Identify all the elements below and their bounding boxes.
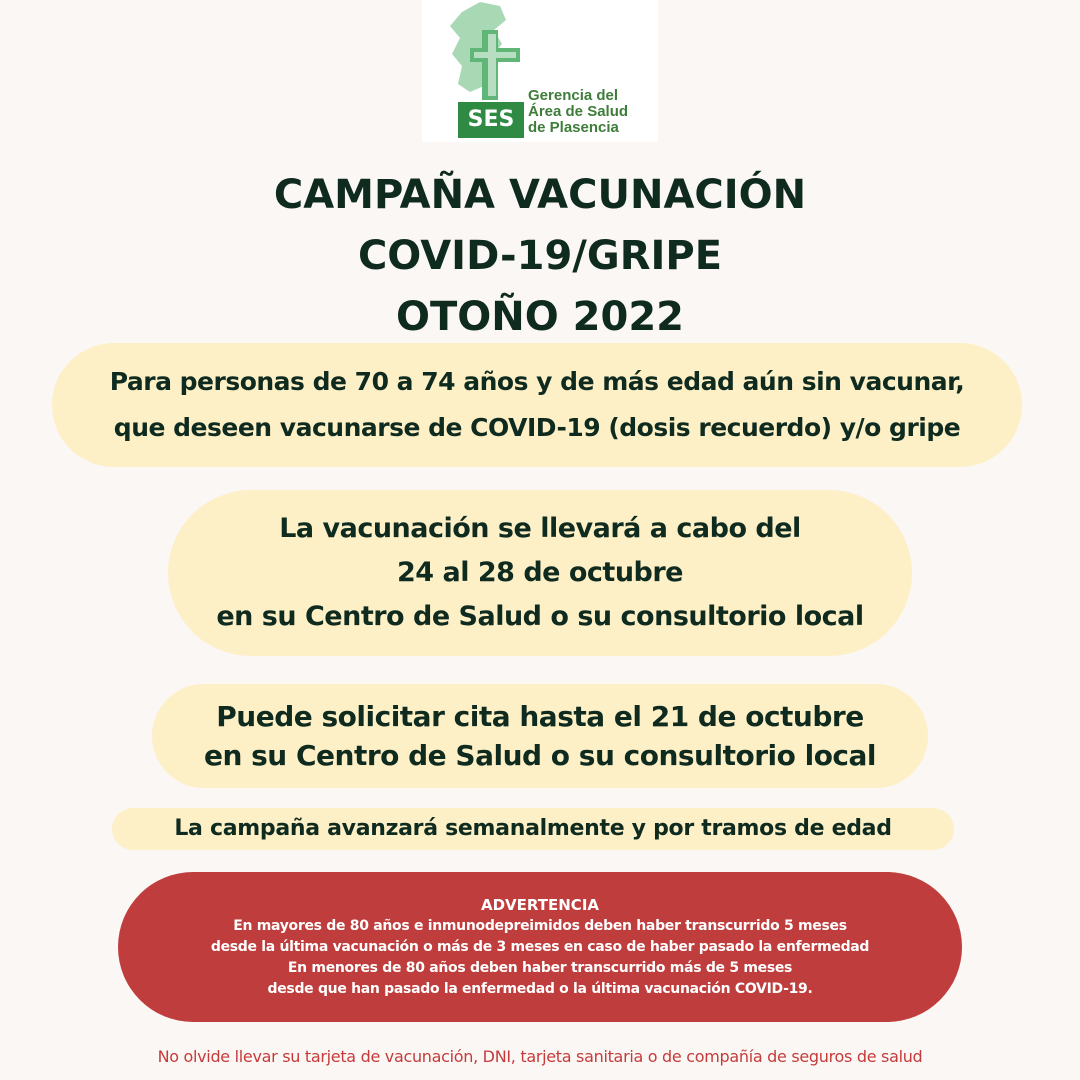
- logo-text: [528, 88, 628, 136]
- ses-logo: [422, 0, 658, 142]
- logo-line-2: Área de Salud: [528, 103, 629, 120]
- target-line-1: Para personas de 70 a 74 años y de más edad aún sin vacunar,: [109, 367, 965, 396]
- dates-line-3: en su Centro de Salud o su consultorio local: [216, 601, 864, 632]
- progress-text: La campaña avanzará semanalmente y por tramos de edad: [174, 816, 892, 841]
- title-line-3: OTOÑO 2022: [395, 294, 685, 340]
- dates-line-2: 24 al 28 de octubre: [397, 557, 683, 588]
- appointment-line-2: en su Centro de Salud o su consultorio local: [203, 739, 877, 772]
- vaccination-dates-box: [168, 490, 912, 656]
- warning-line-3: En menores de 80 años deben haber transcurrido más de 5 meses: [287, 960, 793, 976]
- warning-line-1: En mayores de 80 años e inmunodepreimidos deben haber transcurrido 5 meses: [233, 918, 847, 934]
- appointment-box: [152, 684, 928, 788]
- target-line-2: que deseen vacunarse de COVID-19 (dosis recuerdo) y/o gripe: [113, 413, 961, 442]
- warning-line-2: desde la última vacunación o más de 3 meses en caso de haber pasado la enfermedad: [210, 939, 870, 955]
- appointment-line-1: Puede solicitar cita hasta el 21 de octubre: [216, 700, 864, 733]
- ses-badge: SES: [458, 102, 524, 138]
- warning-box: [118, 872, 962, 1022]
- target-population-box: [52, 343, 1022, 467]
- title-line-2: COVID-19/GRIPE: [357, 233, 723, 279]
- campaign-title: [0, 165, 1080, 348]
- logo-line-1: Gerencia del: [528, 87, 619, 104]
- title-line-1: CAMPAÑA VACUNACIÓN: [273, 172, 807, 218]
- dates-line-1: La vacunación se llevará a cabo del: [279, 513, 801, 544]
- logo-line-3: de Plasencia: [528, 119, 619, 136]
- warning-title: ADVERTENCIA: [480, 896, 600, 914]
- warning-line-4: desde que han pasado la enfermedad o la última vacunación COVID-19.: [267, 981, 813, 997]
- campaign-progress-box: [112, 808, 954, 850]
- footer-reminder: No olvide llevar su tarjeta de vacunación, DNI, tarjeta sanitaria o de compañía de seguros de salud: [157, 1047, 923, 1066]
